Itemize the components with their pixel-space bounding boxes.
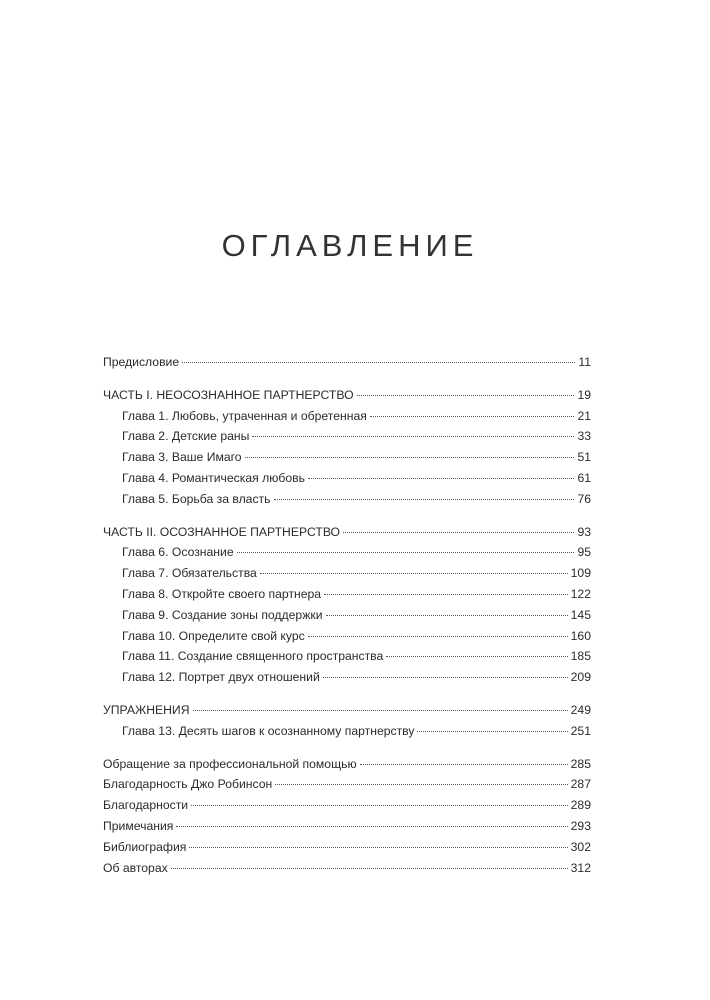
toc-entry-title: Глава 6. Осознание [122, 545, 234, 560]
toc-exercises [103, 700, 591, 742]
toc-entry-page: 95 [577, 545, 591, 560]
toc-entry-page: 302 [570, 839, 591, 854]
toc-chapter[interactable] [103, 646, 591, 667]
toc-chapter[interactable] [103, 626, 591, 647]
toc-entry-title: Об авторах [103, 860, 168, 875]
toc-entry-title: Благодарность Джо Робинсон [103, 777, 273, 792]
dot-leader [176, 826, 567, 827]
toc-entry-title: Глава 8. Откройте своего партнера [122, 586, 322, 601]
toc-chapter[interactable] [103, 721, 591, 742]
toc-entry-title: УПРАЖНЕНИЯ [103, 702, 190, 717]
dot-leader [370, 416, 575, 417]
toc-entry-page: 209 [570, 670, 591, 685]
toc-entry-page: 185 [570, 649, 591, 664]
dot-leader [171, 868, 568, 869]
toc-chapter[interactable] [103, 426, 591, 447]
toc-entry-page: 19 [577, 387, 591, 402]
toc-entry-page: 122 [570, 586, 591, 601]
toc-chapter[interactable] [103, 605, 591, 626]
toc-entry-page: 51 [577, 450, 591, 465]
dot-leader [189, 847, 567, 848]
toc-backmatter [103, 754, 591, 879]
toc-entry-title: Глава 9. Создание зоны поддержки [122, 607, 323, 622]
dot-leader [182, 362, 575, 363]
toc-chapter[interactable] [103, 584, 591, 605]
toc-part-2 [103, 522, 591, 688]
dot-leader [275, 784, 567, 785]
dot-leader [386, 656, 567, 657]
toc-part-heading[interactable] [103, 522, 591, 543]
dot-leader [193, 710, 568, 711]
toc-part-heading[interactable] [103, 385, 591, 406]
dot-leader [324, 594, 568, 595]
toc-entry-title: Глава 10. Определите свой курс [122, 628, 305, 643]
dot-leader [417, 731, 567, 732]
toc-chapter[interactable] [103, 542, 591, 563]
dot-leader [308, 478, 575, 479]
toc-entry-page: 109 [570, 566, 591, 581]
toc-chapter[interactable] [103, 468, 591, 489]
toc-entry-page: 312 [570, 860, 591, 875]
toc-entry-title: ЧАСТЬ I. НЕОСОЗНАННОЕ ПАРТНЕРСТВО [103, 387, 354, 402]
toc-entry-title: Предисловие [103, 355, 180, 369]
toc-entry-page: 160 [570, 628, 591, 643]
toc-entry-page: 251 [570, 723, 591, 738]
toc-entry-page: 21 [577, 408, 591, 423]
toc-entry[interactable] [103, 754, 591, 775]
toc-entry-page: 61 [577, 470, 591, 485]
dot-leader [360, 764, 568, 765]
dot-leader [245, 457, 575, 458]
toc-entry-page: 33 [577, 429, 591, 444]
toc-entry-page: 285 [570, 756, 591, 771]
toc-chapter[interactable] [103, 667, 591, 688]
dot-leader [323, 677, 568, 678]
dot-leader [237, 552, 575, 553]
toc-entry[interactable] [103, 858, 591, 879]
table-of-contents [103, 352, 591, 878]
page-title: ОГЛАВЛЕНИЕ [221, 228, 479, 263]
toc-entry-page: 145 [570, 607, 591, 622]
toc-entry-title: Глава 1. Любовь, утраченная и обретенная [122, 408, 367, 423]
toc-entry-title: Примечания [103, 818, 174, 833]
toc-entry-title: Глава 3. Ваше Имаго [122, 450, 242, 465]
toc-entry-title: Глава 11. Создание священного пространства [122, 649, 384, 664]
toc-entry-page: 289 [570, 798, 591, 813]
dot-leader [326, 615, 568, 616]
toc-chapter[interactable] [103, 406, 591, 427]
toc-entry[interactable] [103, 837, 591, 858]
toc-entry-title: Глава 12. Портрет двух отношений [122, 670, 320, 685]
toc-entry-page: 76 [577, 491, 591, 506]
toc-entry[interactable] [103, 816, 591, 837]
toc-part-heading[interactable] [103, 700, 591, 721]
toc-entry-title: Глава 7. Обязательства [122, 566, 257, 581]
toc-entry[interactable] [103, 795, 591, 816]
toc-entry-title: Обращение за профессиональной помощью [103, 756, 357, 771]
toc-preface [103, 352, 591, 373]
toc-entry-title: Благодарности [103, 798, 189, 813]
dot-leader [252, 436, 574, 437]
toc-entry-title: Глава 5. Борьба за власть [122, 491, 271, 506]
toc-entry-page: 249 [570, 702, 591, 717]
toc-chapter[interactable] [103, 563, 591, 584]
dot-leader [274, 499, 575, 500]
dot-leader [260, 573, 568, 574]
toc-entry-page: 93 [577, 524, 591, 539]
dot-leader [191, 805, 568, 806]
dot-leader [357, 395, 575, 396]
toc-entry[interactable] [103, 774, 591, 795]
dot-leader [308, 636, 568, 637]
toc-entry-page: 287 [570, 777, 591, 792]
toc-entry-title: Глава 13. Десять шагов к осознанному партнерству [122, 723, 415, 738]
dot-leader [343, 532, 574, 533]
toc-entry-page: 293 [570, 818, 591, 833]
toc-chapter[interactable] [103, 489, 591, 510]
toc-chapter[interactable] [103, 447, 591, 468]
toc-entry-title: Библиография [103, 839, 187, 854]
toc-entry-page: 11 [578, 355, 591, 369]
toc-entry-title: Глава 4. Романтическая любовь [122, 470, 305, 485]
toc-part-1 [103, 385, 591, 510]
toc-entry-preface[interactable] [103, 352, 591, 373]
toc-entry-title: Глава 2. Детские раны [122, 429, 250, 444]
toc-entry-title: ЧАСТЬ II. ОСОЗНАННОЕ ПАРТНЕРСТВО [103, 524, 341, 539]
